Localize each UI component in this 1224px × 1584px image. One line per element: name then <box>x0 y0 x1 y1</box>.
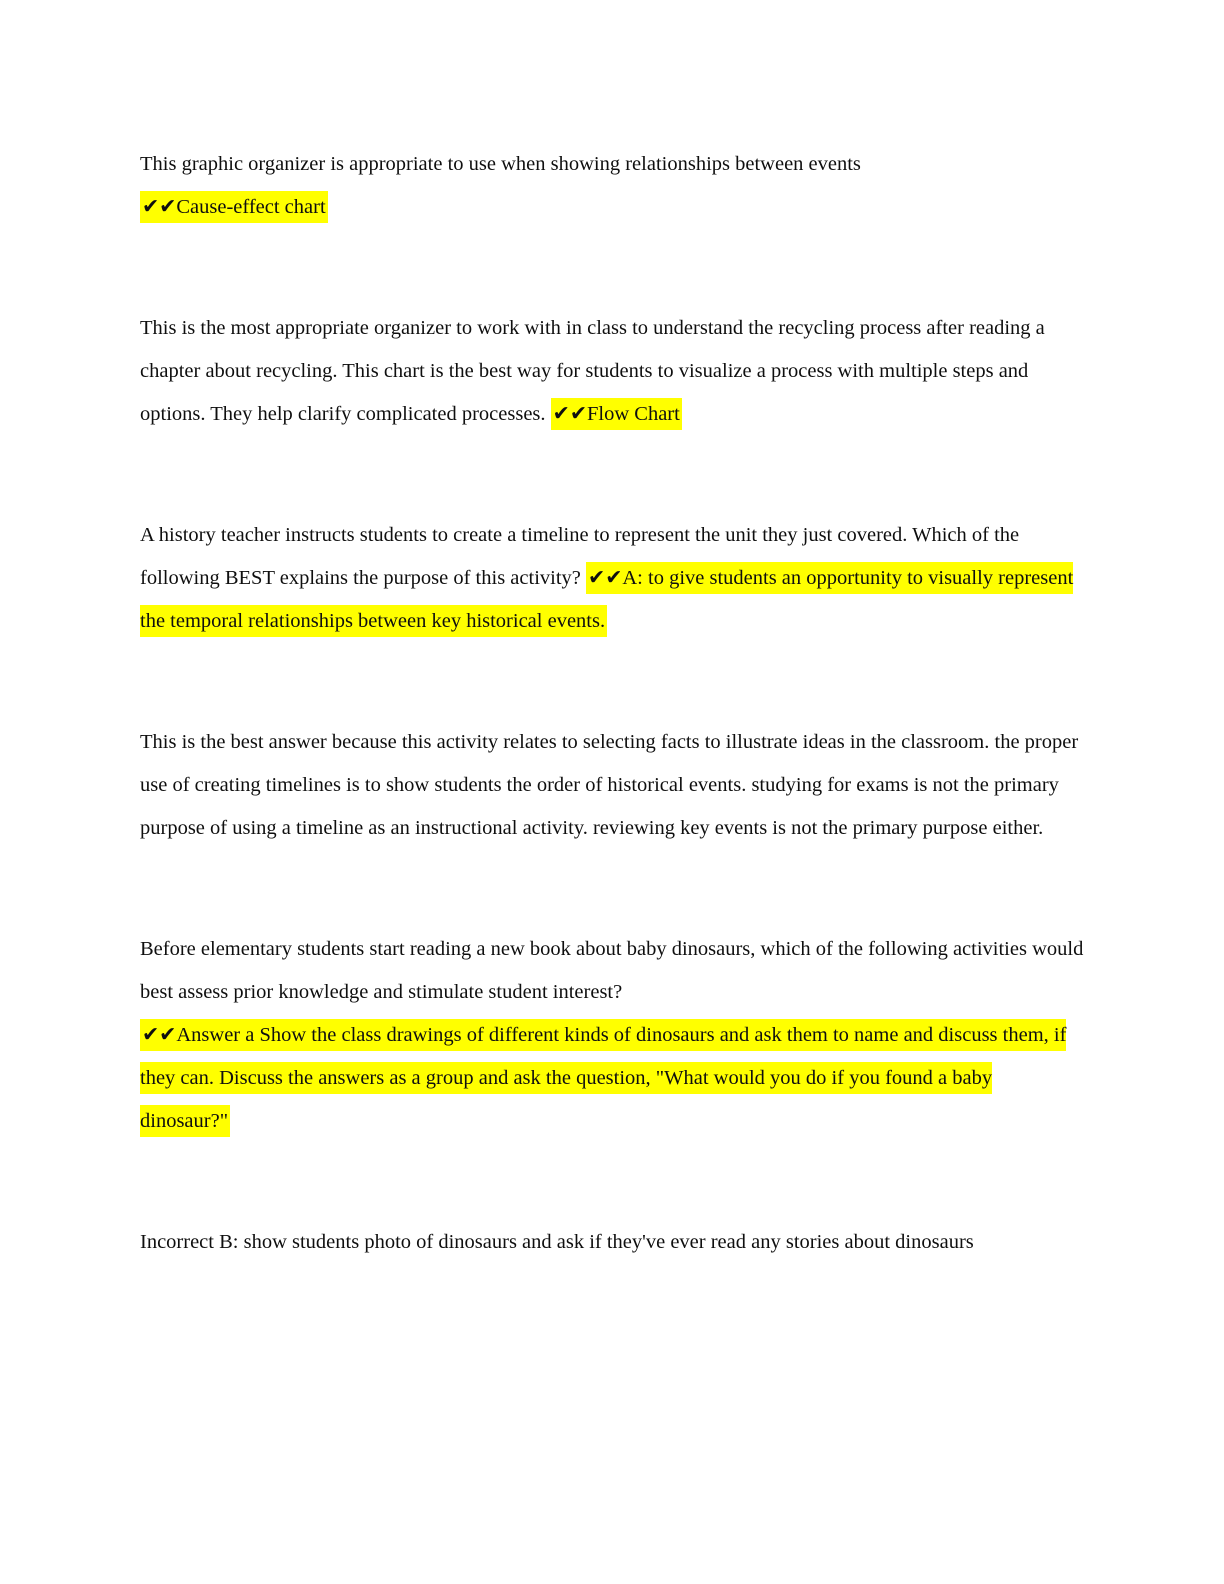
answer-highlight: ✔✔A: to give students an opportunity to visually represent the temporal relationships between key historical events. <box>140 562 1073 637</box>
answer-highlight: ✔✔Cause-effect chart <box>140 191 328 223</box>
question-text: Before elementary students start reading a new book about baby dinosaurs, which of the following activities would best assess prior knowledge and stimulate student interest? <box>140 938 1084 1003</box>
question-text: A history teacher instructs students to create a timeline to represent the unit they just covered. Which of the following BEST explains the purpose of this activity? <box>140 524 1020 589</box>
qa-block-cause-effect <box>140 143 1085 229</box>
incorrect-note-text: Incorrect B: show students photo of dinosaurs and ask if they've ever read any stories about dinosaurs <box>140 1231 974 1253</box>
qa-block-timeline <box>140 514 1085 643</box>
question-text: This graphic organizer is appropriate to use when showing relationships between events <box>140 153 861 175</box>
explanation-text: This is the best answer because this activity relates to selecting facts to illustrate ideas in the classroom. the proper use of creating timelines is to show students the order of historical events. studying for exams is not the primary purpose of using a timeline as an instructional activity. reviewing key events is not the primary purpose either. <box>140 731 1079 839</box>
incorrect-note-block <box>140 1221 1085 1264</box>
answer-highlight: ✔✔Flow Chart <box>551 398 682 430</box>
answer-highlight: ✔✔Answer a Show the class drawings of different kinds of dinosaurs and ask them to name and discuss them, if they can. Discuss the answers as a group and ask the question, "What would you do if you found a baby dinosaur?" <box>140 1019 1066 1137</box>
explanation-block <box>140 721 1085 850</box>
qa-block-flow-chart <box>140 307 1085 436</box>
question-text: This is the most appropriate organizer to work with in class to understand the recycling process after reading a chapter about recycling. This chart is the best way for students to visualize a process with multiple steps and options. They help clarify complicated processes. <box>140 317 1045 425</box>
qa-block-dinosaurs <box>140 928 1085 1143</box>
